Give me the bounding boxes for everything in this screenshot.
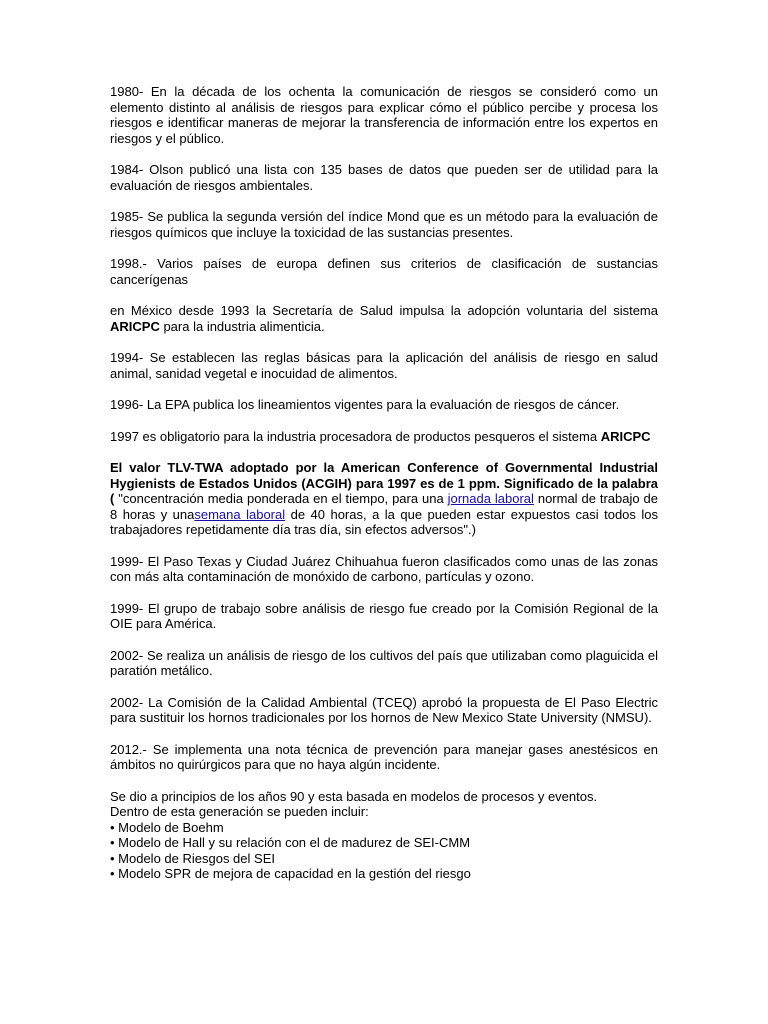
semana-laboral-link[interactable]: semana laboral bbox=[194, 506, 286, 522]
paragraph-1999-el-paso: 1999- El Paso Texas y Ciudad Juárez Chihuahua fueron clasificados como unas de las zonas con más alta contaminación de monóxido de carbono, partículas y ozono. bbox=[110, 553, 658, 584]
list-item: • Modelo SPR de mejora de capacidad en la gestión del riesgo bbox=[110, 866, 471, 881]
paragraph-1996: 1996- La EPA publica los lineamientos vigentes para la evaluación de riesgos de cáncer. bbox=[110, 397, 620, 412]
document-page bbox=[110, 84, 658, 898]
final-line-2: Dentro de esta generación se pueden incluir: bbox=[110, 804, 369, 819]
model-list bbox=[110, 820, 658, 882]
paragraph-2002-tceq: 2002- La Comisión de la Calidad Ambiental (TCEQ) aprobó la propuesta de El Paso Electric para sustituir los hornos tradicionales por los hornos de New Mexico State University (NMSU). bbox=[110, 694, 658, 725]
mexico-text-end: para la industria alimenticia. bbox=[159, 318, 325, 334]
tlv-text-1: "concentración media ponderada en el tiempo, para una bbox=[118, 491, 448, 506]
paragraph-1980: 1980- En la década de los ochenta la comunicación de riesgos se consideró como un elemento distinto al análisis de riesgos para explicar cómo el público percibe y procesa los riesgos e identificar maneras de mejorar la transferencia de información entre los expertos en riesgos y el público. bbox=[110, 84, 658, 146]
tlv-bold-text: El valor TLV-TWA adoptado por la American Conference of Governmental Industrial Hygienists de Estados Unidos (ACGIH) para 1997 es de 1 ppm. Significado de la palabra ( bbox=[110, 460, 658, 506]
paragraph-1997 bbox=[110, 429, 658, 445]
aricpc-bold-1: ARICPC bbox=[110, 318, 160, 334]
list-item: • Modelo de Boehm bbox=[110, 819, 224, 835]
paragraph-1994: 1994- Se establecen las reglas básicas para la aplicación del análisis de riesgo en salud animal, sanidad vegetal e inocuidad de alimentos. bbox=[110, 350, 658, 381]
mexico-text: en México desde 1993 la Secretaría de Salud impulsa la adopción voluntaria del sistema bbox=[110, 303, 658, 318]
final-line-1: Se dio a principios de los años 90 y esta basada en modelos de procesos y eventos. bbox=[110, 788, 598, 804]
paragraph-tlv-twa bbox=[110, 460, 658, 538]
aricpc-bold-2: ARICPC bbox=[600, 428, 651, 444]
paragraph-2002-cultivos: 2002- Se realiza un análisis de riesgo de los cultivos del país que utilizaban como plaguicida el paratión metálico. bbox=[110, 647, 658, 678]
paragraph-2012: 2012.- Se implementa una nota técnica de prevención para manejar gases anestésicos en ámbitos no quirúrgicos para que no haya algún incidente. bbox=[110, 741, 658, 772]
paragraph-1984: 1984- Olson publicó una lista con 135 bases de datos que pueden ser de utilidad para la evaluación de riesgos ambientales. bbox=[110, 162, 658, 193]
paragraph-1985: 1985- Se publica la segunda versión del índice Mond que es un método para la evaluación de riesgos químicos que incluye la toxicidad de las sustancias presentes. bbox=[110, 209, 658, 240]
paragraph-mexico bbox=[110, 303, 658, 334]
p1997-text: 1997 es obligatorio para la industria procesadora de productos pesqueros el sistema bbox=[110, 428, 601, 444]
list-item: • Modelo de Hall y su relación con el de madurez de SEI-CMM bbox=[110, 835, 471, 850]
tlv-text-2: normal de trabajo de 8 horas y una bbox=[110, 491, 658, 522]
jornada-laboral-link[interactable]: jornada laboral bbox=[447, 491, 534, 506]
final-section bbox=[110, 789, 658, 882]
paragraph-1999-oie: 1999- El grupo de trabajo sobre análisis de riesgo fue creado por la Comisión Regional de la OIE para América. bbox=[110, 600, 658, 631]
list-item: • Modelo de Riesgos del SEI bbox=[110, 850, 275, 866]
paragraph-1998: 1998.- Varios países de europa definen sus criterios de clasificación de sustancias cancerígenas bbox=[110, 256, 658, 287]
tlv-text-3: de 40 horas, a la que pueden estar expuestos casi todos los trabajadores repetidamente día tras día, sin efectos adversos".) bbox=[110, 506, 658, 537]
